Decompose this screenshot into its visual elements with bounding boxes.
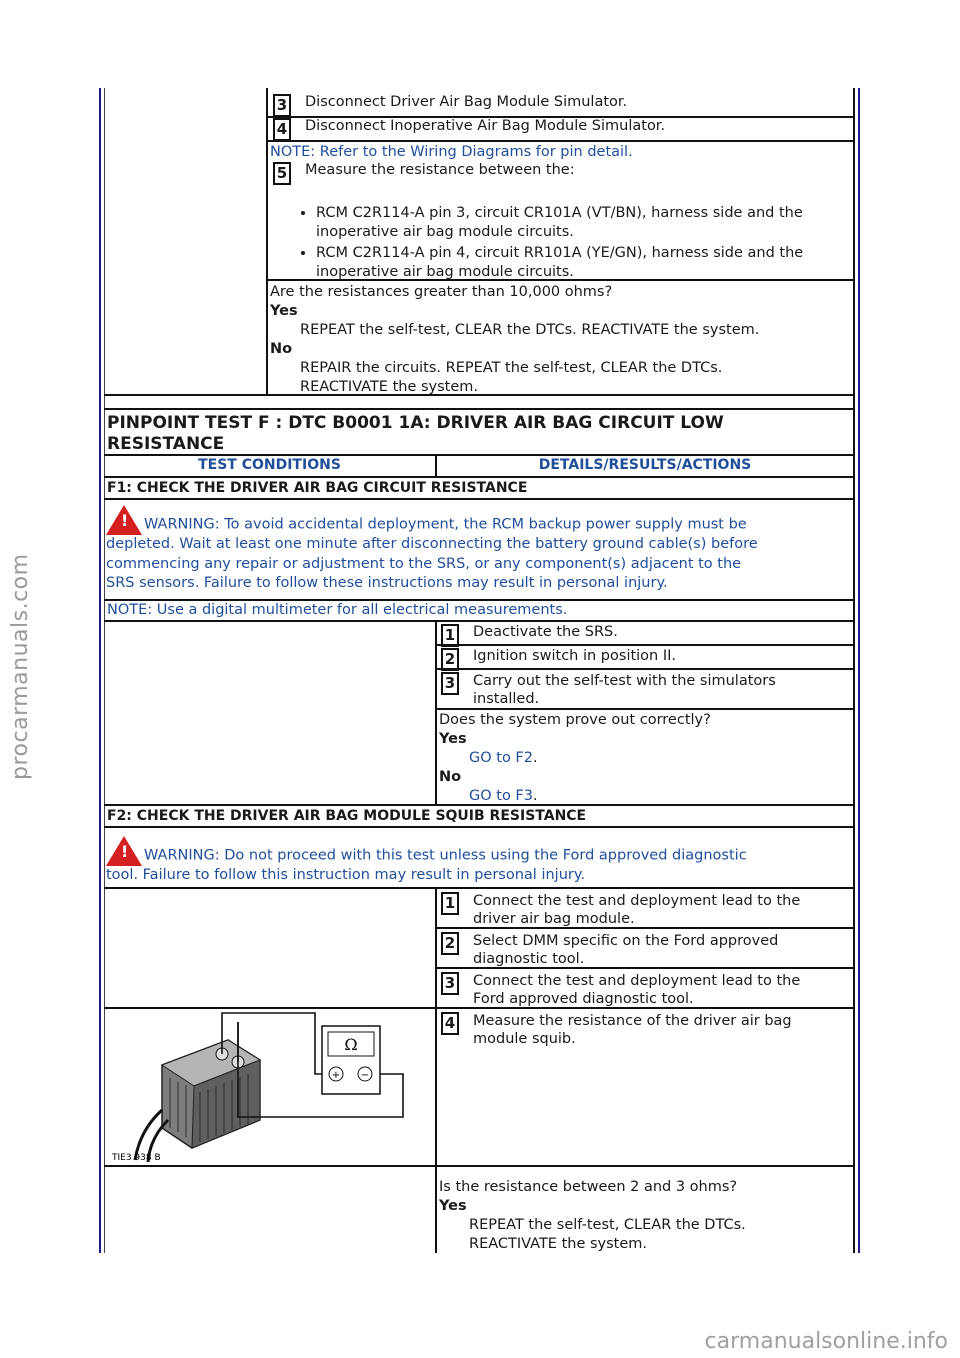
no-action-line-1: REPAIR the circuits. REPEAT the self-test, CLEAR the DTCs. xyxy=(300,360,723,376)
f2-step-3 xyxy=(441,972,800,1008)
step-text: Disconnect Driver Air Bag Module Simulator. xyxy=(305,94,628,110)
yes-action-line-2: REACTIVATE the system. xyxy=(469,1236,648,1252)
step-text-line-2: driver air bag module. xyxy=(473,911,635,927)
step-text-line-1: Connect the test and deployment lead to the xyxy=(473,893,801,909)
wiring-note: NOTE: Refer to the Wiring Diagrams for pin detail. xyxy=(270,144,633,160)
plus-terminal-label: + xyxy=(331,1070,341,1081)
divider xyxy=(437,644,855,646)
squib-measurement-diagram xyxy=(110,1010,430,1165)
f1-note: NOTE: Use a digital multimeter for all electrical measurements. xyxy=(107,602,568,618)
divider xyxy=(104,498,855,500)
column-header-test-conditions: TEST CONDITIONS xyxy=(198,457,341,473)
step-text xyxy=(473,672,776,708)
step-number: 4 xyxy=(273,118,291,141)
f1-warning xyxy=(106,505,758,594)
warning-triangle-icon: ! xyxy=(106,505,142,535)
step-text: Measure the resistance between the: xyxy=(305,162,575,178)
page-border-left xyxy=(99,88,101,1253)
step-number: 1 xyxy=(441,892,459,915)
step-number: 3 xyxy=(273,94,291,117)
step-text: Ignition switch in position II. xyxy=(473,648,677,664)
divider xyxy=(437,967,855,969)
f2-step-1 xyxy=(441,892,800,928)
step-text: Disconnect Inoperative Air Bag Module Simulator. xyxy=(305,118,666,134)
air-bag-module-illustration xyxy=(135,1040,260,1162)
step-3-disconnect-driver-simulator xyxy=(273,94,627,117)
f2-warning xyxy=(106,836,747,886)
divider xyxy=(437,708,855,710)
yes-label: Yes xyxy=(270,303,298,319)
warning-text: WARNING: To avoid accidental deployment, the RCM backup power supply must be xyxy=(144,516,747,533)
side-watermark: procarmanuals.com xyxy=(8,553,33,780)
step-number: 4 xyxy=(441,1012,459,1035)
yes-action-line-1: REPEAT the self-test, CLEAR the DTCs. xyxy=(469,1217,746,1233)
step-5-measure-resistance xyxy=(273,162,575,185)
step-number: 1 xyxy=(441,624,459,647)
omega-symbol: Ω xyxy=(344,1035,358,1054)
divider xyxy=(104,620,855,622)
step-text-line-2: installed. xyxy=(473,691,540,707)
step-number: 2 xyxy=(441,648,459,671)
step-number: 3 xyxy=(441,972,459,995)
pinpoint-title-line-1: PINPOINT TEST F : DTC B0001 1A: DRIVER AIR BAG CIRCUIT LOW xyxy=(107,413,724,433)
step-text-line-1: Connect the test and deployment lead to the xyxy=(473,973,801,989)
go-to-f3-link[interactable]: GO to F3 xyxy=(469,788,533,804)
page-border-right xyxy=(858,88,860,1253)
step-number: 3 xyxy=(441,672,459,695)
f2-step-4 xyxy=(441,1012,792,1048)
question-text: Are the resistances greater than 10,000 ohms? xyxy=(270,284,613,300)
list-item: • RCM C2R114-A pin 3, circuit CR101A (VT/BN), harness side and the inoperative air bag module circuits. xyxy=(316,204,852,242)
f1-column-divider xyxy=(435,620,437,804)
image-caption: TIE3 938 B xyxy=(112,1153,161,1163)
step-text: Deactivate the SRS. xyxy=(473,624,618,640)
divider xyxy=(104,476,855,478)
warning-line-1 xyxy=(106,505,758,535)
resistance-question-block xyxy=(270,283,759,397)
divider xyxy=(437,927,855,929)
divider xyxy=(104,1007,855,1009)
pinpoint-title xyxy=(107,413,724,455)
warning-line-1 xyxy=(106,836,747,866)
step-text xyxy=(473,932,778,968)
f1-step-3 xyxy=(441,672,776,708)
divider xyxy=(104,454,855,456)
pinpoint-title-line-2: RESISTANCE xyxy=(107,434,225,454)
warning-text: WARNING: Do not proceed with this test unless using the Ford approved diagnostic xyxy=(144,847,747,864)
f1-title: F1: CHECK THE DRIVER AIR BAG CIRCUIT RESISTANCE xyxy=(107,480,528,496)
divider xyxy=(437,668,855,670)
warning-line-2: depleted. Wait at least one minute after disconnecting the battery ground cable(s) before xyxy=(106,536,758,552)
yes-action: REPEAT the self-test, CLEAR the DTCs. REACTIVATE the system. xyxy=(300,322,760,338)
bottom-watermark: carmanualsonline.info xyxy=(704,1329,948,1354)
page-border-right-inner xyxy=(853,88,855,1253)
step-4-disconnect-inoperative-simulator xyxy=(273,118,665,141)
f2-step-2 xyxy=(441,932,778,968)
step-text xyxy=(473,1012,792,1048)
step-number: 5 xyxy=(273,162,291,185)
divider xyxy=(104,804,855,806)
minus-terminal-label: − xyxy=(360,1070,370,1081)
warning-line-3: commencing any repair or adjustment to the SRS, or any component(s) adjacent to the xyxy=(106,555,742,572)
question-text: Does the system prove out correctly? xyxy=(439,712,711,728)
step-text-line-2: diagnostic tool. xyxy=(473,951,585,967)
divider xyxy=(104,1165,855,1167)
warning-line-4: SRS sensors. Failure to follow these instructions may result in personal injury. xyxy=(106,575,668,591)
list-item: • RCM C2R114-A pin 4, circuit RR101A (YE/GN), harness side and the inoperative air bag module circuits. xyxy=(316,244,852,282)
warning-line-2: tool. Failure to follow this instruction may result in personal injury. xyxy=(106,867,585,883)
no-label: No xyxy=(270,341,293,357)
step-text-line-2: Ford approved diagnostic tool. xyxy=(473,991,694,1007)
yes-label: Yes xyxy=(439,731,467,747)
no-action-line-2: REACTIVATE the system. xyxy=(300,379,479,395)
go-to-f2-link[interactable]: GO to F2 xyxy=(469,750,533,766)
step-text-line-1: Carry out the self-test with the simulators xyxy=(473,673,776,689)
step-text-line-1: Measure the resistance of the driver air bag xyxy=(473,1013,792,1029)
no-label: No xyxy=(439,769,462,785)
f2-column-divider xyxy=(435,887,437,1253)
step-text-line-2: module squib. xyxy=(473,1031,576,1047)
divider xyxy=(104,408,855,410)
diagram-svg xyxy=(110,1010,430,1165)
step-text xyxy=(473,972,800,1008)
step-number: 2 xyxy=(441,932,459,955)
column-header-details: DETAILS/RESULTS/ACTIONS xyxy=(538,457,752,473)
measurement-bullets xyxy=(268,204,852,284)
f2-title: F2: CHECK THE DRIVER AIR BAG MODULE SQUIB RESISTANCE xyxy=(107,808,587,824)
step-text-line-1: Select DMM specific on the Ford approved xyxy=(473,933,779,949)
no-action: GO to F3. xyxy=(469,788,538,804)
divider xyxy=(104,599,855,601)
yes-label: Yes xyxy=(439,1198,467,1214)
question-text: Is the resistance between 2 and 3 ohms? xyxy=(439,1179,738,1195)
divider xyxy=(104,887,855,889)
page-border-left-inner xyxy=(104,88,105,1253)
warning-triangle-icon: ! xyxy=(106,836,142,866)
yes-action: GO to F2. xyxy=(469,750,538,766)
step-text xyxy=(473,892,800,928)
f1-question-block xyxy=(439,711,711,806)
f2-question-block xyxy=(439,1178,746,1254)
divider xyxy=(104,826,855,828)
